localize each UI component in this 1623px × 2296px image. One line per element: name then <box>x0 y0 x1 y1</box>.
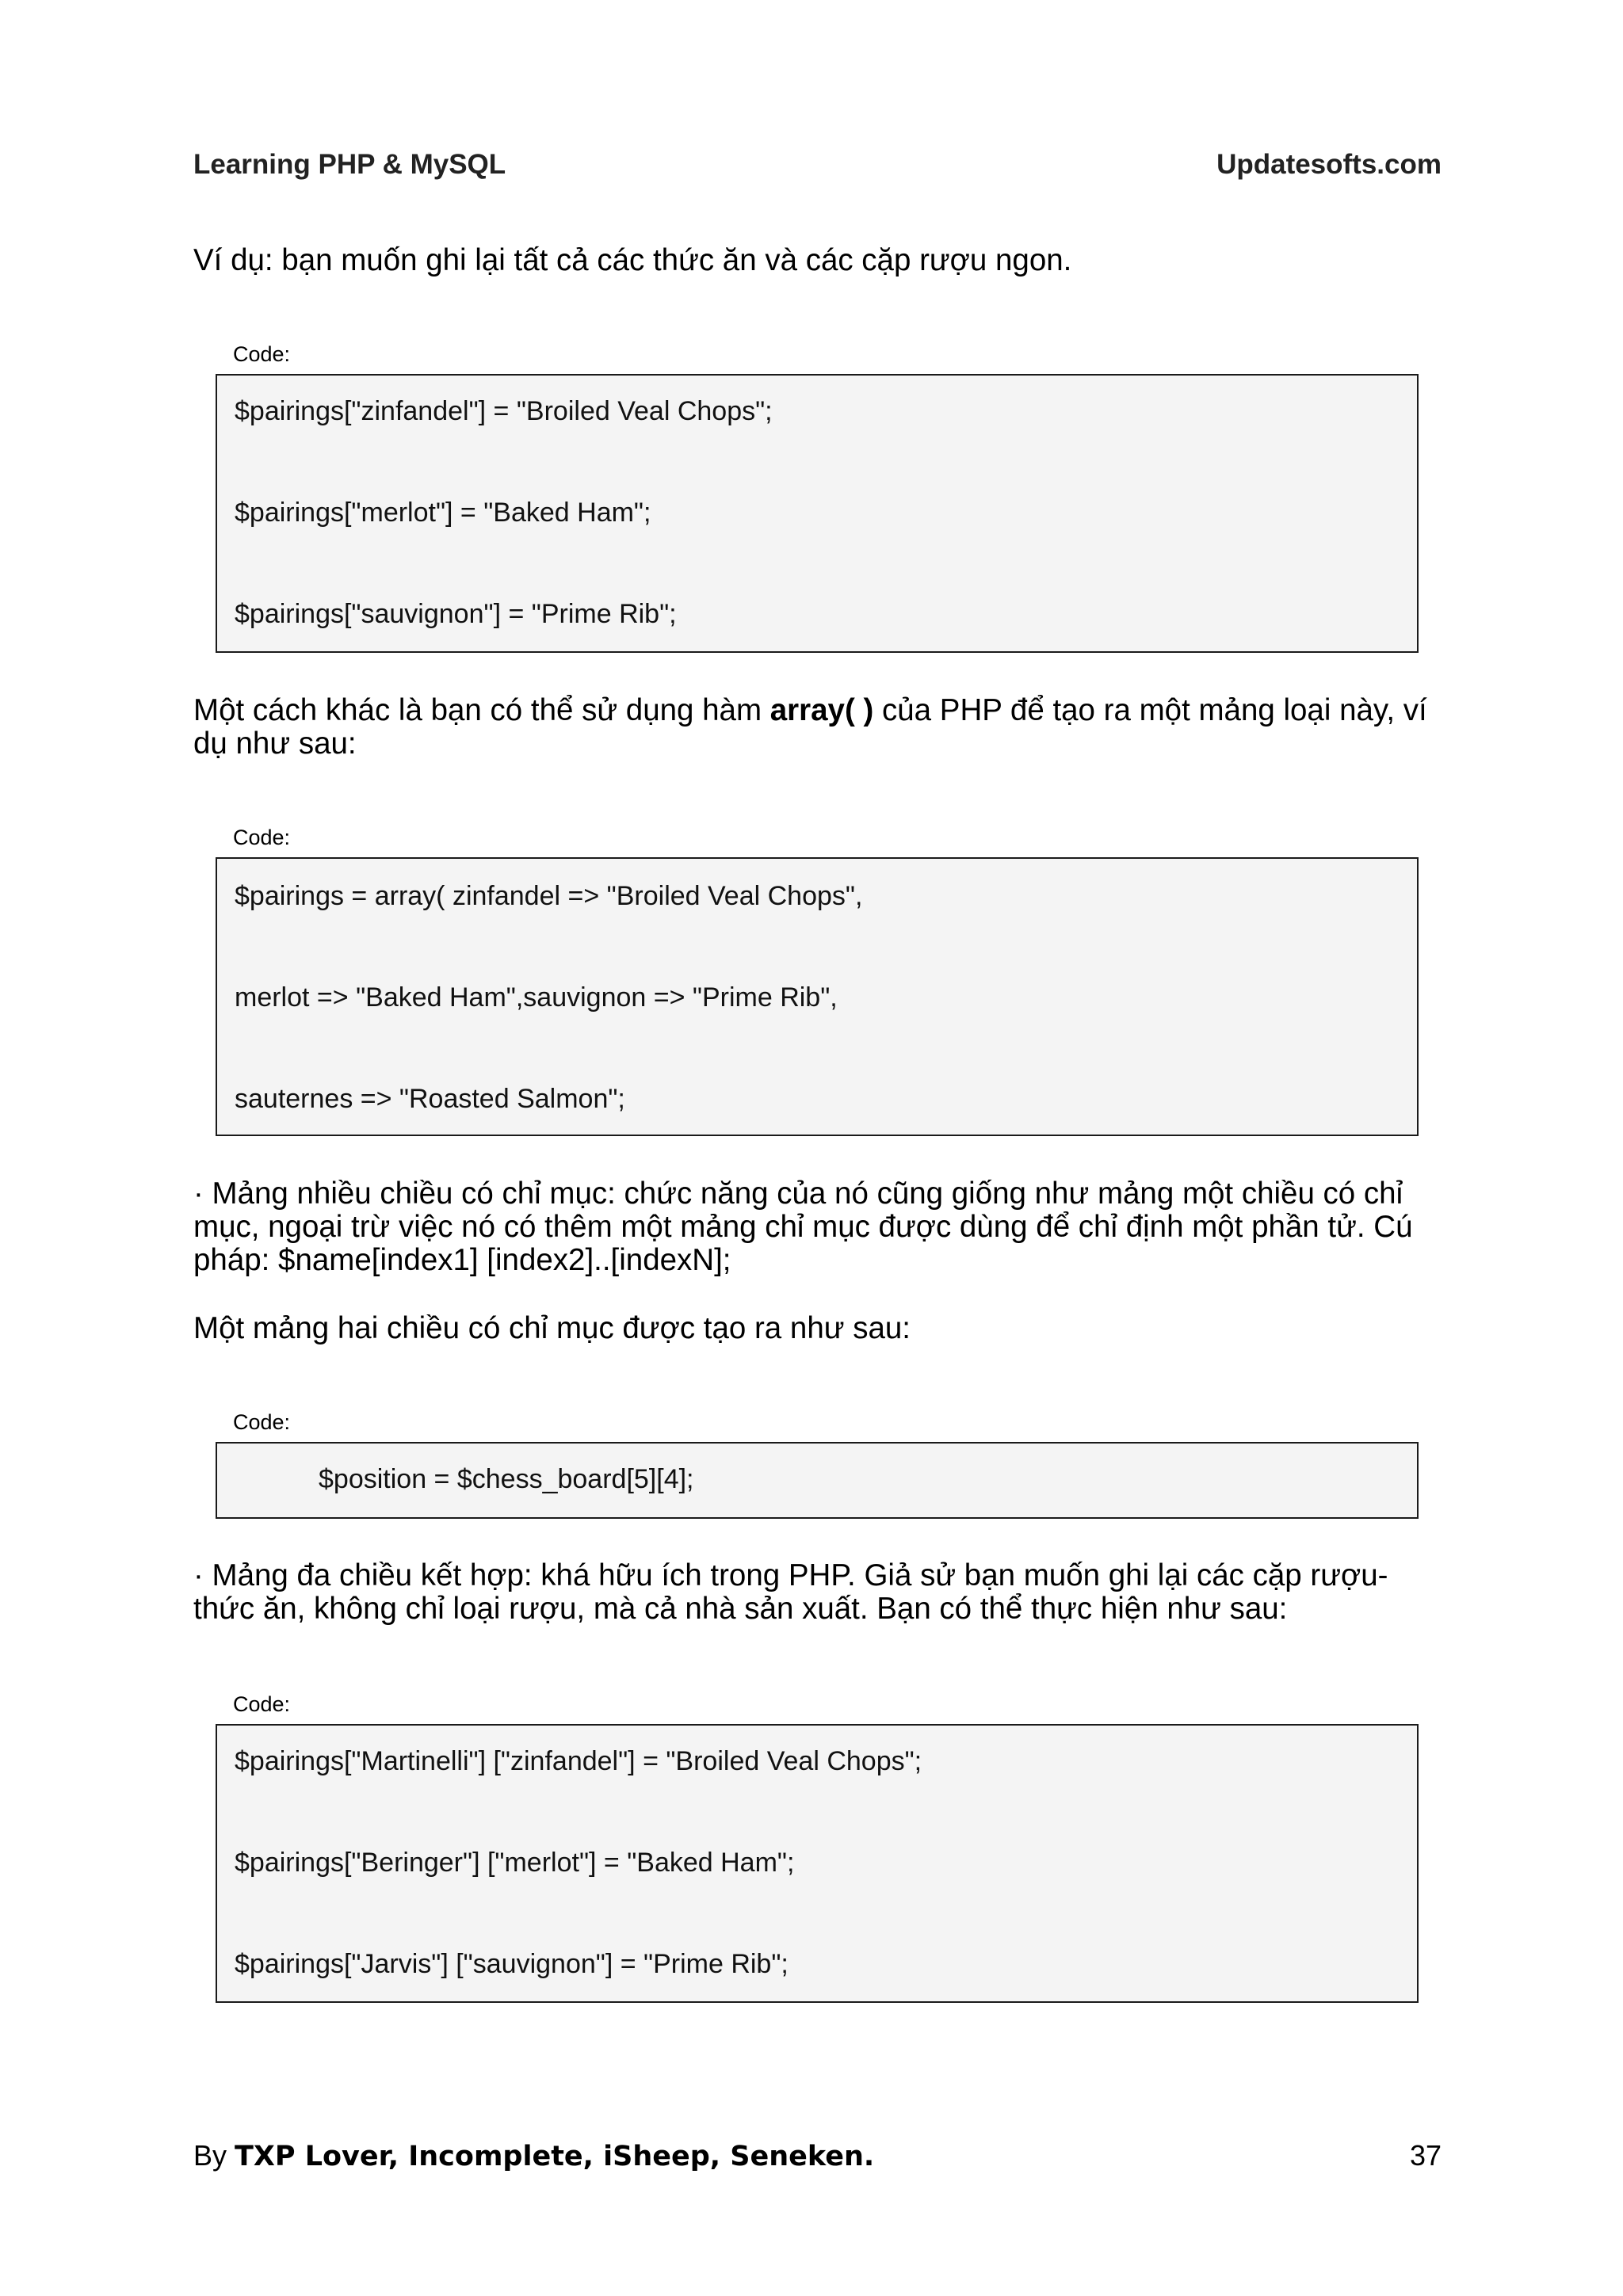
page-number: 37 <box>1409 2139 1442 2172</box>
code-line: $position = $chess_board[5][4]; <box>319 1464 694 1494</box>
code-line: merlot => "Baked Ham",sauvignon => "Prime Rib", <box>235 982 838 1013</box>
code-block-4 <box>216 1724 1419 2003</box>
paragraph-multidimensional-associative: · Mảng đa chiều kết hợp: khá hữu ích trong PHP. Giả sử bạn muốn ghi lại các cặp rượu-thức ăn, không chỉ loại rượu, mà cả nhà sản xuất. Bạn có thể thực hiện như sau: <box>193 1558 1388 1626</box>
header-title: Learning PHP & MySQL <box>193 149 506 180</box>
code-block-3 <box>216 1442 1419 1519</box>
code-line: $pairings = array( zinfandel => "Broiled Veal Chops", <box>235 881 863 911</box>
paragraph-two-dimensional: Một mảng hai chiều có chỉ mục được tạo ra như sau: <box>193 1311 911 1345</box>
code-line: sauternes => "Roasted Salmon"; <box>235 1084 625 1114</box>
code-line: $pairings["Martinelli"] ["zinfandel"] = "Broiled Veal Chops"; <box>235 1746 922 1776</box>
paragraph-text: của PHP để tạo ra một mảng loại này, ví dụ như sau: <box>193 693 1427 761</box>
code-block-1 <box>216 374 1419 653</box>
paragraph-multidimensional-indexed: · Mảng nhiều chiều có chỉ mục: chức năng của nó cũng giống như mảng một chiều có chỉ mục, ngoại trừ việc nó có thêm một mảng chỉ mục được dùng để chỉ định một phần tử. Cú pháp: $name[index1] [index2]..[indexN]; <box>193 1177 1413 1277</box>
intro-paragraph: Ví dụ: bạn muốn ghi lại tất cả các thức ăn và các cặp rượu ngon. <box>193 243 1072 277</box>
header-site: Updatesofts.com <box>1216 149 1442 180</box>
paragraph-text: Một cách khác là bạn có thể sử dụng hàm <box>193 693 770 727</box>
code-line: $pairings["merlot"] = "Baked Ham"; <box>235 498 651 528</box>
code-label: Code: <box>233 342 291 366</box>
code-label: Code: <box>233 1692 291 1716</box>
footer-credits <box>193 2139 874 2172</box>
paragraph-array-function <box>193 694 1445 761</box>
code-line: $pairings["Jarvis"] ["sauvignon"] = "Prime Rib"; <box>235 1949 789 1979</box>
code-label: Code: <box>233 1410 291 1434</box>
code-line: $pairings["zinfandel"] = "Broiled Veal Chops"; <box>235 396 773 426</box>
code-block-2 <box>216 857 1419 1136</box>
function-name: array( ) <box>769 693 874 727</box>
code-label: Code: <box>233 826 291 849</box>
code-line: $pairings["sauvignon"] = "Prime Rib"; <box>235 599 677 629</box>
footer-authors: TXP Lover, Incomplete, iSheep, Seneken. <box>235 2141 875 2172</box>
footer-by: By <box>193 2139 235 2172</box>
code-line: $pairings["Beringer"] ["merlot"] = "Baked Ham"; <box>235 1848 795 1878</box>
